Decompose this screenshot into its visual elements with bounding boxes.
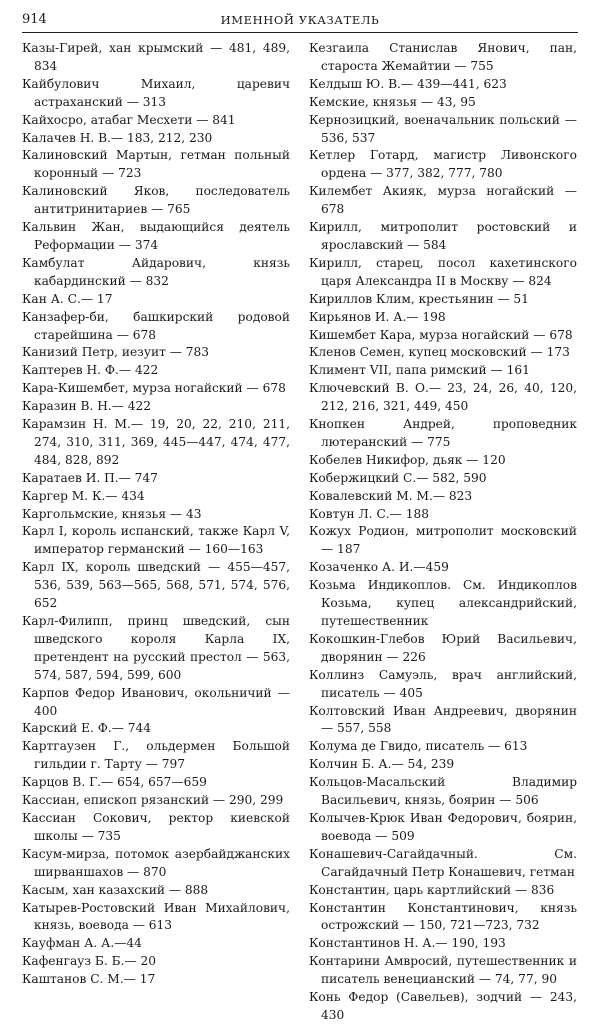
- index-entry: Кауфман А. А.—44: [22, 936, 142, 951]
- index-entry: Кокошкин-Глебов Юрий Васильевич, дворянин — 226: [309, 631, 577, 664]
- index-entry: Константин, царь картлийский — 836: [309, 882, 555, 897]
- index-entry: Козаченко А. И.—459: [309, 560, 449, 575]
- page-header: [22, 10, 578, 33]
- index-entry: Колчин Б. А.— 54, 239: [309, 757, 455, 772]
- index-entry: Кишембет Кара, мурза ногайский — 678: [309, 327, 573, 342]
- index-entry: Кольцов-Масальский Владимир Васильевич, князь, боярин — 506: [309, 775, 577, 808]
- index-entry: Камбулат Айдарович, князь кабардинский — 832: [22, 255, 290, 288]
- index-entry: Касум-мирза, потомок азербайджанских ширваншахов — 870: [22, 846, 290, 879]
- index-entry: Каратаев И. П.— 747: [22, 470, 158, 485]
- index-entry: Кнопкен Андрей, проповедник лютеранский — 775: [309, 417, 577, 449]
- index-entry: Карцов В. Г.— 654, 657—659: [22, 775, 207, 790]
- index-entry: Кан А. С.— 17: [22, 291, 113, 306]
- index-entry: Каразин В. Н.— 422: [22, 399, 152, 414]
- index-entry: Кириллов Клим, крестьянин — 51: [309, 291, 529, 306]
- page-number: 914: [22, 12, 47, 27]
- index-entry: Кирилл, старец, посол кахетинского царя Александра II в Москву — 824: [309, 255, 577, 288]
- index-entry: Кетлер Готард, магистр Ливонского ордена — 377, 382, 777, 780: [309, 148, 577, 181]
- index-entry: Кирилл, митрополит ростовский и ярославский — 584: [309, 220, 577, 252]
- index-entry: Кафенгауз Б. Б.— 20: [22, 954, 157, 969]
- index-entry: Кальвин Жан, выдающийся деятель Реформации — 374: [22, 220, 290, 252]
- index-entry: Кара-Кишембет, мурза ногайский — 678: [22, 381, 286, 396]
- index-entry: Ключевский В. О.— 23, 24, 26, 40, 120, 212, 216, 321, 449, 450: [309, 381, 577, 414]
- index-entry: Кайбулович Михаил, царевич астраханский — 313: [22, 76, 290, 109]
- index-entry: Калиновский Яков, последователь антитринитариев — 765: [22, 184, 290, 217]
- index-entry: Колума де Гвидо, писатель — 613: [309, 739, 528, 754]
- index-entry: Касым, хан казахский — 888: [22, 882, 209, 897]
- index-entry: Карский Е. Ф.— 744: [22, 721, 152, 736]
- index-entry: Контарини Амвросий, путешественник и писатель венецианский — 74, 77, 90: [309, 954, 577, 987]
- index-entry: Каптерев Н. Ф.— 422: [22, 363, 159, 378]
- index-entry: Кассиан Сокович, ректор киевской школы — 735: [22, 810, 290, 843]
- index-entry: Катырев-Ростовский Иван Михайлович, князь, воевода — 613: [22, 900, 290, 933]
- index-entry: Карл-Филипп, принц шведский, сын шведского короля Карла IX, претендент на русский престол — 563, 574, 587, 594, 599, 600: [22, 614, 290, 682]
- index-entry: Кобелев Никифор, дьяк — 120: [309, 452, 506, 467]
- running-title: ИМЕННОЙ УКАЗАТЕЛЬ: [220, 13, 380, 27]
- index-entry: Килембет Акияк, мурза ногайский — 678: [309, 184, 577, 217]
- index-entry: Карл IX, король шведский — 455—457, 536, 539, 563—565, 568, 571, 574, 576, 652: [22, 560, 290, 611]
- index-entry: Кассиан, епископ рязанский — 290, 299: [22, 793, 284, 808]
- index-entry: Келдыш Ю. В.— 439—441, 623: [309, 76, 507, 91]
- index-entry: Каштанов С. М.— 17: [22, 972, 156, 987]
- index-entry: Ковалевский М. М.— 823: [309, 488, 473, 503]
- index-entry: Ковтун Л. С.— 188: [309, 506, 429, 521]
- index-entry: Канзафер-би, башкирский родовой старейшина — 678: [22, 309, 290, 342]
- index-entry: Кожух Родион, митрополит московский — 187: [309, 524, 577, 557]
- index-entry: Кезгаила Станислав Янович, пан, староста Жемайтии — 755: [309, 41, 577, 73]
- index-column-left: [22, 40, 290, 989]
- index-entry: Канизий Петр, иезуит — 783: [22, 345, 210, 360]
- index-entry: Колычев-Крюк Иван Федорович, боярин, воевода — 509: [309, 810, 577, 843]
- index-entry: Конь Федор (Савельев), зодчий — 243, 430: [309, 990, 577, 1022]
- index-entry: Каргольмские, князья — 43: [22, 506, 202, 521]
- index-entry: Кернозицкий, военачальник польский — 536, 537: [309, 112, 577, 145]
- index-entry: Казы-Гирей, хан крымский — 481, 489, 834: [22, 41, 290, 73]
- index-entry: Кленов Семен, купец московский — 173: [309, 345, 570, 360]
- index-entry: Кобержицкий С.— 582, 590: [309, 470, 487, 485]
- index-entry: Карпов Федор Иванович, окольничий — 400: [22, 685, 290, 718]
- index-entry: Кайхосро, атабаг Месхети — 841: [22, 112, 236, 127]
- index-entry: Колтовский Иван Андреевич, дворянин— 557, 558: [309, 703, 577, 736]
- index-entry: Константинов Н. А.— 190, 193: [309, 936, 506, 951]
- index-entry: Каргер М. К.— 434: [22, 488, 145, 503]
- index-entry: Калачев Н. В.— 183, 212, 230: [22, 130, 213, 145]
- index-entry: Климент VII, папа римский — 161: [309, 363, 530, 378]
- index-entry: Константин Константинович, князь острожский — 150, 721—723, 732: [309, 900, 577, 933]
- index-entry: Коллинз Самуэль, врач английский, писатель — 405: [309, 667, 577, 700]
- index-entry: Козьма Индикоплов. См. Индикоплов Козьма, купец александрийский, путешественник: [309, 578, 577, 628]
- index-entry: Карамзин Н. М.— 19, 20, 22, 210, 211, 274, 310, 311, 369, 445—447, 474, 477, 484, 828, 892: [22, 417, 290, 467]
- index-entry: Картгаузен Г., ольдермен Большой гильдии г. Тарту — 797: [22, 739, 290, 772]
- index-column-right: [309, 40, 577, 1025]
- index-entry: Калиновский Мартын, гетман польный коронный — 723: [22, 148, 290, 181]
- index-entry: Кирьянов И. А.— 198: [309, 309, 446, 324]
- index-entry: Карл I, король испанский, также Карл V, император германский — 160—163: [22, 524, 290, 557]
- index-entry: Кемские, князья — 43, 95: [309, 94, 476, 109]
- index-entry: Конашевич-Сагайдачный. См. Сагайдачный Петр Конашевич, гетман: [309, 846, 577, 879]
